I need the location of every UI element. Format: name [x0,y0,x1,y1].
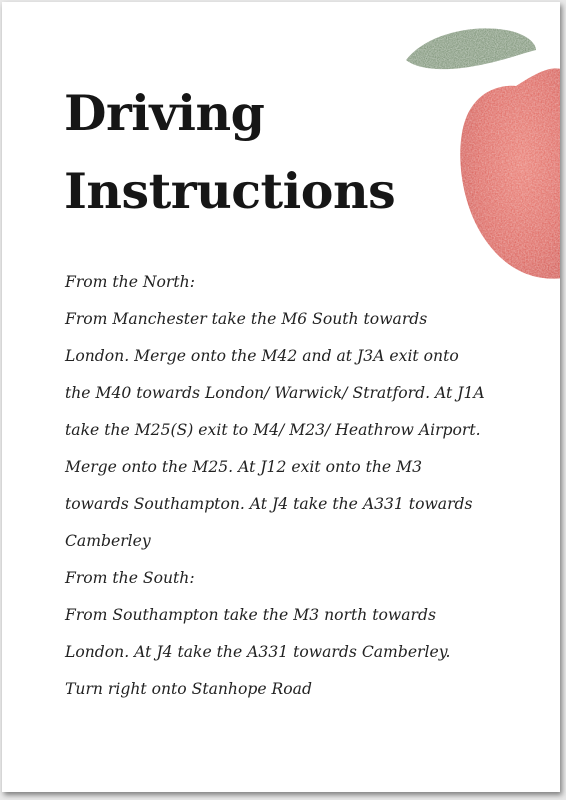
section-heading-north: From the North: [65,273,195,291]
section-heading-south: From the South: [65,569,195,587]
apple-icon [454,62,560,287]
instruction-card [2,2,560,792]
page-title [64,74,395,230]
section-text-south: From Southampton take the M3 north towards London. At J4 take the A331 towards Camberley. Turn right onto Stanhope Road [65,606,451,698]
section-text-north: From Manchester take the M6 South towards London. Merge onto the M42 and at J3A exit onto the M40 towards London/ Warwick/ Stratford. At J1A take the M25(S) exit to M4/ M23/ Heathrow Airport. Merge onto the M25. At J12 exit onto the M3 towards Southampton. At J4 take the A331 towards Camberley [65,310,485,550]
instructions-body [65,264,485,708]
title-line-1: Driving [64,84,265,142]
title-line-2: Instructions [64,162,396,220]
